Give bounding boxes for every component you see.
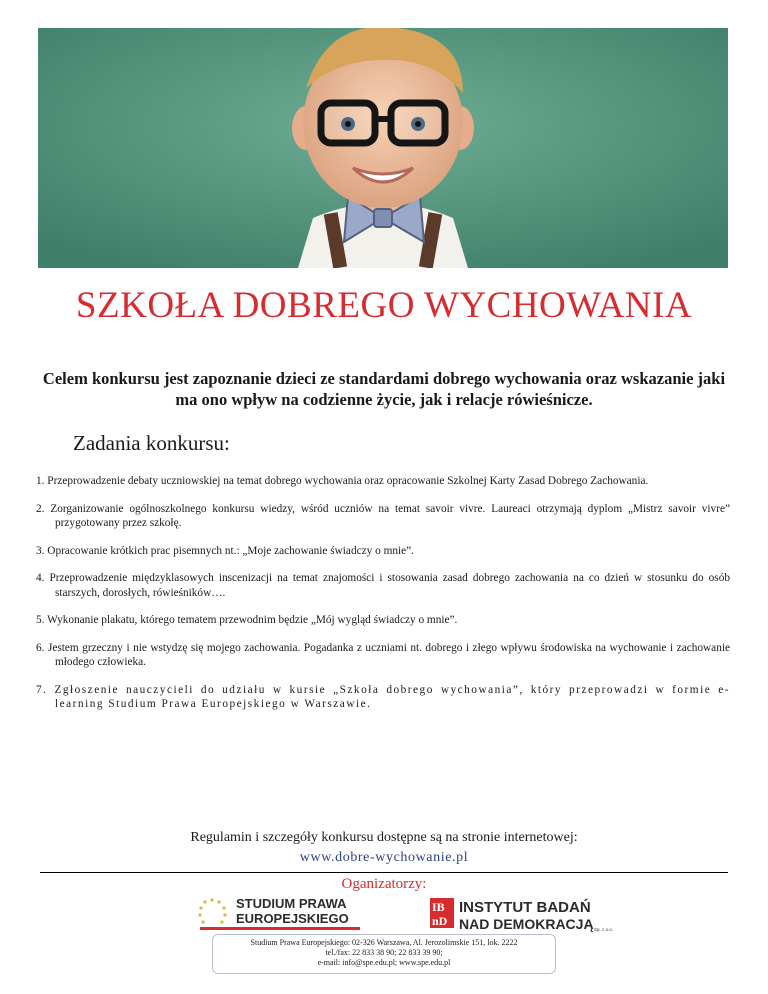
list-item: 6. Jestem grzeczny i nie wstydzę się mojego zachowania. Pogadanka z uczniami nt. dobrego i złego wpływu środowiska na wychowanie i zachowanie młodego człowieka. [36, 641, 730, 668]
list-item: 4. Przeprowadzenie międzyklasowych inscenizacji na temat znajomości i stosowania zasad dobrego zachowania na co dzień w stosunku do osób starszych, dorosłych, rówieśników…. [36, 572, 730, 599]
regulations-text: Regulamin i szczegóły konkursu dostępne są na stronie internetowej: [190, 830, 578, 845]
contact-address: Studium Prawa Europejskiego: 02-326 Warszawa, Al. Jerozolimskie 151, lok. 2222 [250, 938, 518, 947]
ibd-logo-suffix: Sp. z o.o. [594, 927, 614, 932]
list-item: 7. Zgłoszenie nauczycieli do udziału w kursie „Szkoła dobrego wychowania”, który przeprowadzi w formie e-learning Studium Prawa Europejskiego w Warszawie. [36, 683, 730, 710]
contact-phone: tel./fax: 22 833 38 90; 22 833 39 90; [325, 948, 443, 957]
spe-logo [198, 894, 428, 934]
ibd-logo [428, 894, 628, 934]
list-item: 1. Przeprowadzenie debaty uczniowskiej na temat dobrego wychowania oraz opracowanie Szkolnej Karty Zasad Dobrego Zachowania. [36, 475, 649, 487]
contact-email: e-mail: info@spe.edu.pl; www.spe.edu.pl [317, 958, 451, 967]
intro-text: Celem konkursu jest zapoznanie dzieci ze standardami dobrego wychowania oraz wskazanie jaki ma ono wpływ na codzienne życie, jak i relacje rówieśnicze. [42, 369, 726, 409]
organizers-heading: Oganizatorzy: [341, 876, 427, 892]
divider [40, 872, 728, 873]
ibd-logo-line2: NAD DEMOKRACJĄ [459, 916, 594, 932]
page-title: SZKOŁA DOBREGO WYCHOWANIA [75, 285, 693, 326]
contact-box [212, 934, 556, 974]
list-item: 3. Opracowanie krótkich prac pisemnych nt.: „Moje zachowanie świadczy o mnie”. [36, 544, 414, 557]
regulations-info [0, 828, 768, 868]
spe-logo-line2: EUROPEJSKIEGO [236, 911, 349, 926]
boy-with-glasses-photo [38, 28, 728, 268]
tasks-heading: Zadania konkursu: [73, 431, 230, 455]
tasks-list [36, 474, 730, 725]
ibd-mark-bottom: nD [432, 914, 448, 928]
spe-logo-line1: STUDIUM PRAWA [236, 896, 347, 911]
ibd-logo-line1: INSTYTUT BADAŃ [459, 899, 591, 916]
website-link[interactable]: www.dobre-wychowanie.pl [299, 850, 469, 865]
list-item: 2. Zorganizowanie ogólnoszkolnego konkursu wiedzy, wśród uczniów na temat savoir vivre. Laureaci otrzymają dyplom „Mistrz savoir vivre” przygotowany przez szkołę. [36, 502, 730, 529]
list-item: 5. Wykonanie plakatu, którego tematem przewodnim będzie „Mój wygląd świadczy o mnie”. [36, 614, 458, 626]
ibd-mark-top: IB [432, 900, 445, 914]
